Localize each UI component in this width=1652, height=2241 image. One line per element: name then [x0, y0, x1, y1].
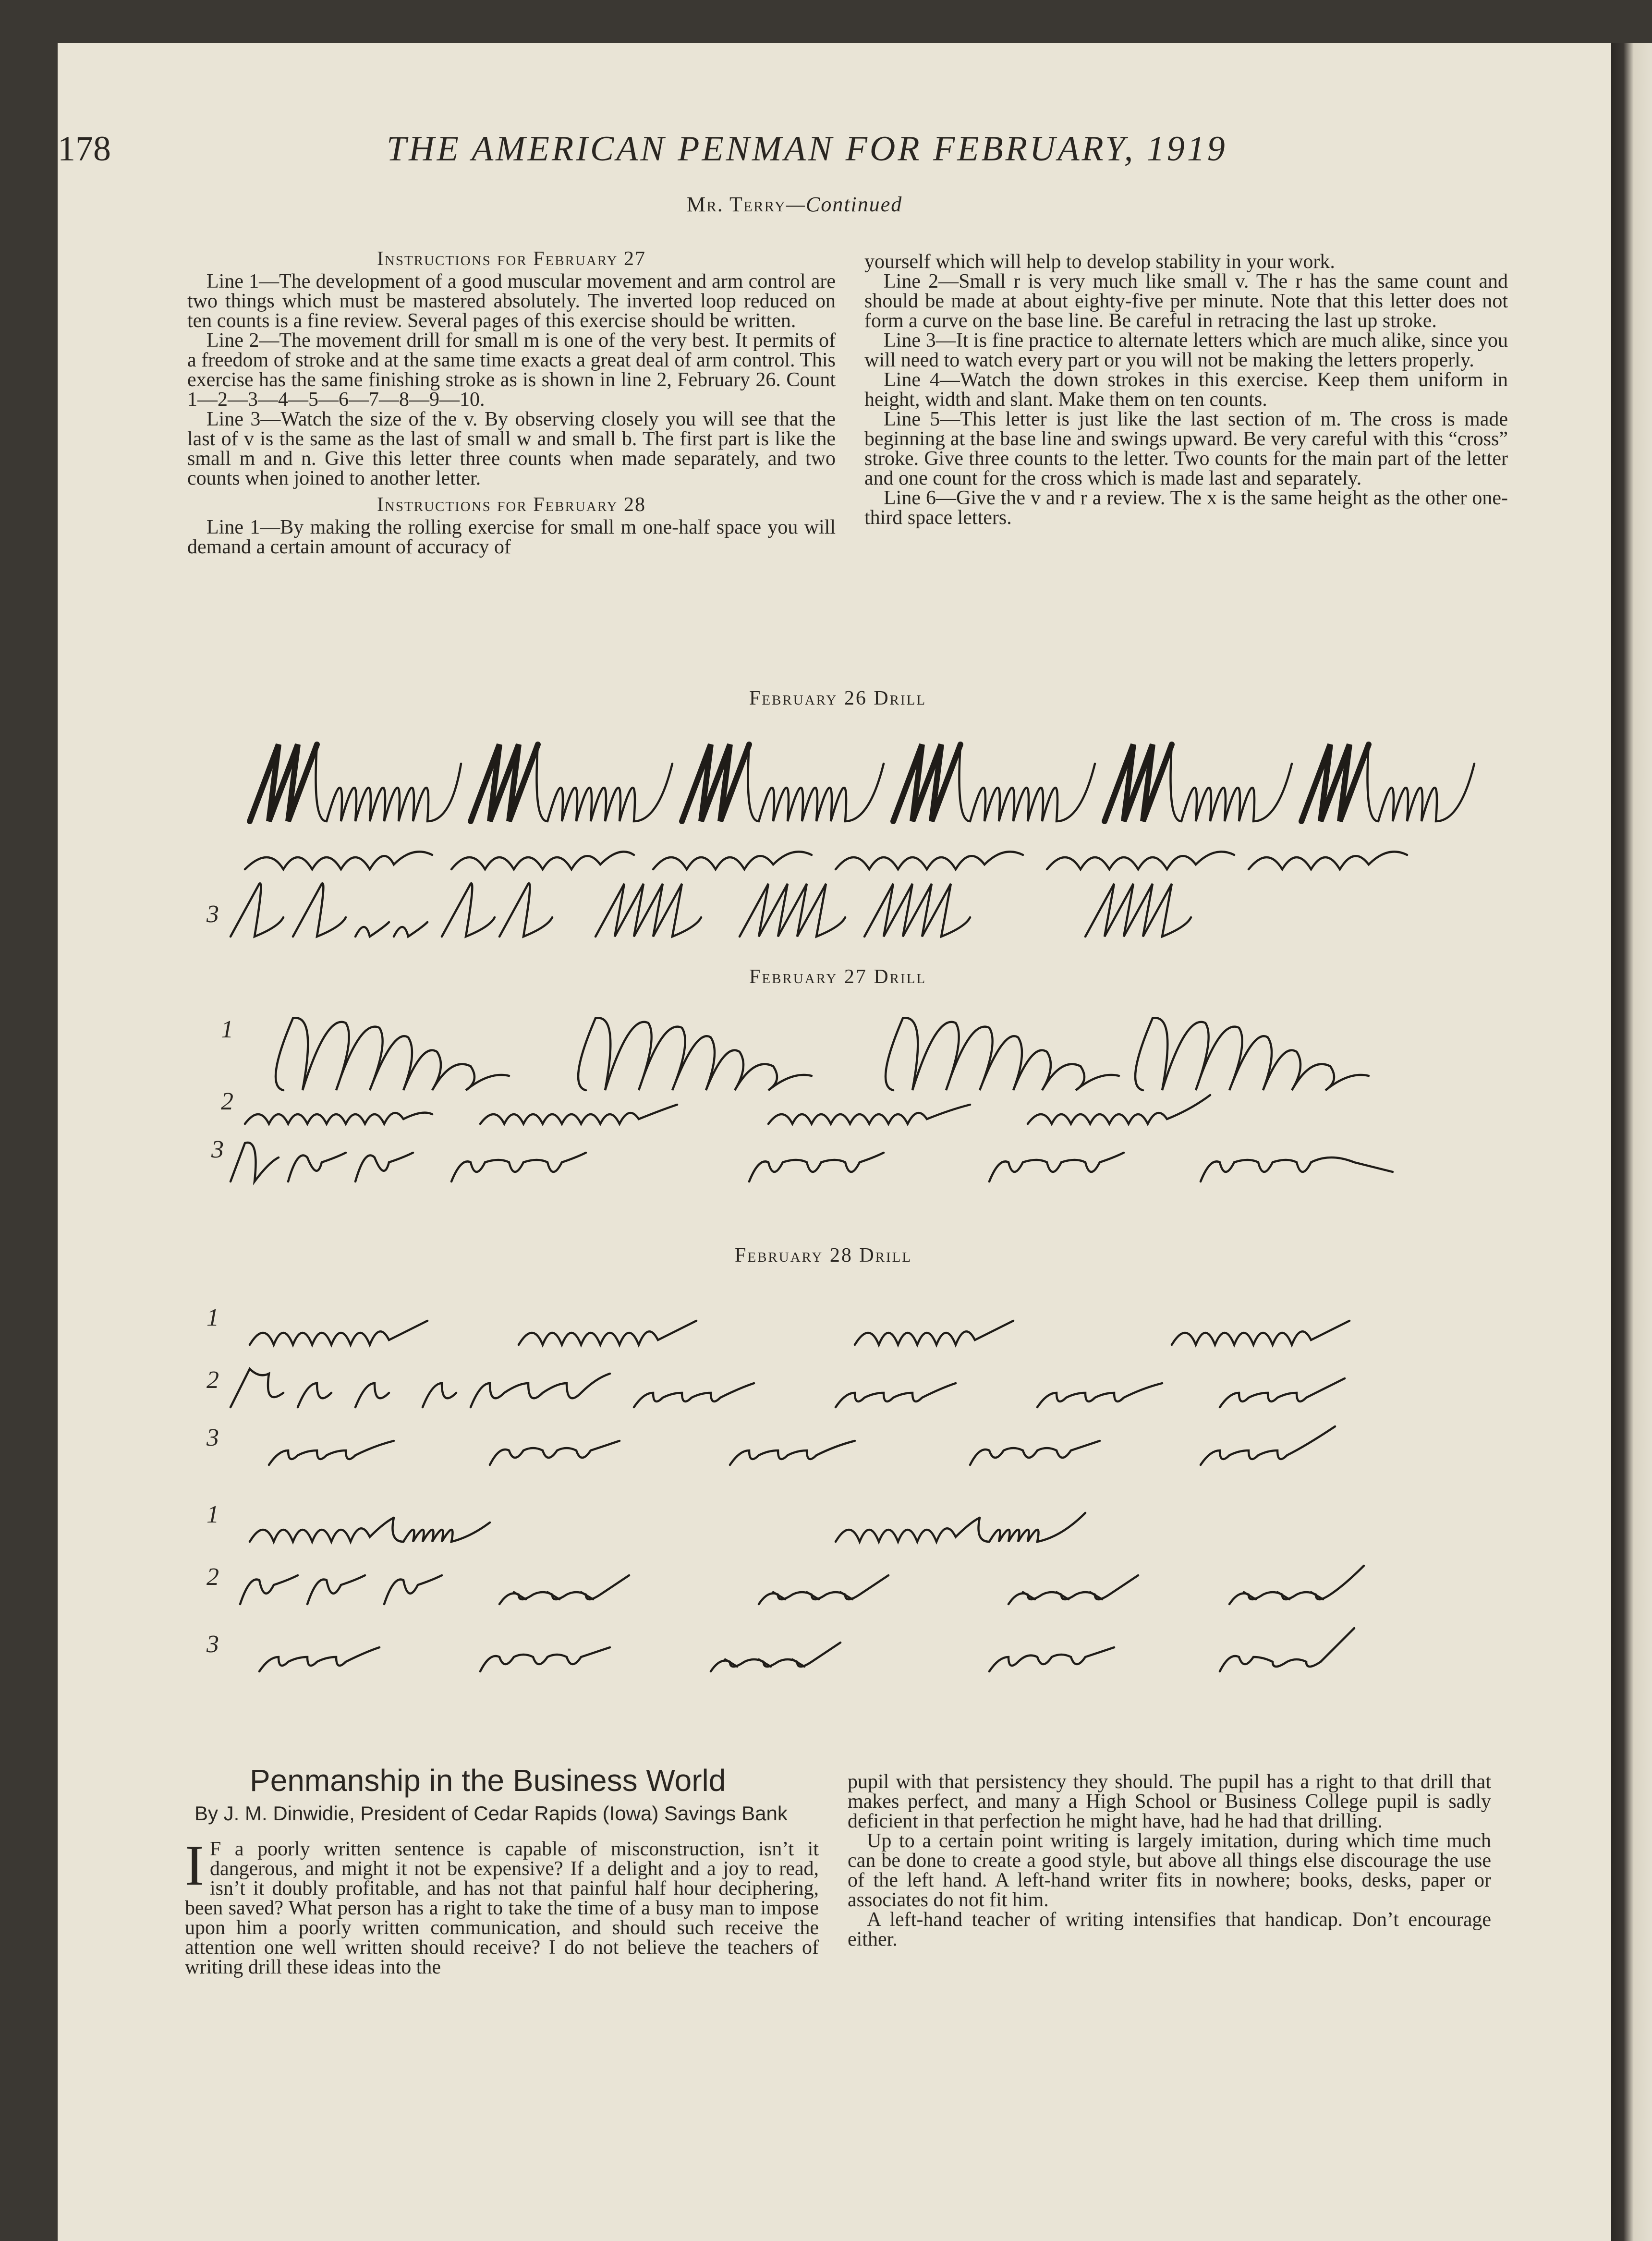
feb27-row2-m [245, 1095, 1210, 1124]
feb27-line2: Line 2—The movement drill for small m is one of the very best. It permits of a freedom of stroke and at the same time exacts a great deal of arm control. This exercise has the same finishing stroke as is shown in line 2, February 26. Count 1—2—3—4—5—6—7—8—9—10. [187, 329, 836, 411]
feb28-line1-number: 1 [206, 1304, 219, 1331]
feb28-row4-m-and-u [250, 1513, 1085, 1542]
article-right-para-0: pupil with that persistency they should. The pupil has a right to that drill that makes perfect, and many a High School or Business College pupil is sadly deficient in that perfection he might have, had he had that drilling. [848, 1771, 1491, 1832]
feb28-line5-number: 2 [206, 1563, 219, 1591]
article-title: Penmanship in the Business World [250, 1763, 726, 1798]
feb27-row1-ovals [276, 1018, 1369, 1090]
continued-suffix: —Continued [786, 193, 903, 216]
article-left-text: F a poorly written sentence is capable of misconstruction, isn’t it dangerous, and might it not be expensive? If a delight and a joy to read, isn’t it doubly profitable, and has not that painful half hour deciphering, been saved? What person has a right to take the time of a busy man to impose upon him a poorly written communication, and should such receive the attention one well written should receive? I do not believe the teachers of writing drill these ideas into the [185, 1838, 819, 1978]
feb27-drill-title: February 27 Drill [749, 966, 927, 988]
right-para-2: Line 3—It is fine practice to alternate letters which are much alike, since you will need to watch every part or you will not be making the letters properly. [864, 329, 1508, 371]
feb27-line3: Line 3—Watch the size of the v. By observing closely you will see that the last of v is the same as the last of small w and small b. The first part is like the small m and n. Give this letter three counts when made separately, and two counts when joined to another letter. [187, 408, 836, 489]
right-para-5: Line 6—Give the v and r a review. The x is the same height as the other one-third space letters. [864, 487, 1508, 529]
feb26-row3-b [231, 883, 1191, 937]
dropcap-letter: I [185, 1833, 204, 1897]
feb28-row1-m [250, 1321, 1349, 1345]
article-right-para-2: A left-hand teacher of writing intensifies that handicap. Don’t encourage either. [848, 1909, 1491, 1950]
feb27-line1: Line 1—The development of a good muscular movement and arm control are two things which must be mastered absolutely. The inverted loop reduced on ten counts is a fine review. Several pages of this exercise should be written. [187, 270, 836, 332]
instructions-left-column [187, 243, 836, 557]
feb27-heading: Instructions for February 27 [377, 248, 646, 270]
page-number: 178 [58, 129, 111, 169]
article-left-column [185, 1833, 819, 1978]
feb28-row6-review [259, 1628, 1354, 1671]
feb27-line1-number: 1 [221, 1016, 233, 1043]
feb28-drill-writing [202, 1282, 1489, 1686]
article-right-para-1: Up to a certain point writing is largely imitation, during which time much can be done to create a good style, but above all things else discourage the use of the left hand. A left-hand writer fits in nowhere; books, desks, paper or associates do not fit him. [848, 1830, 1491, 1911]
right-para-4: Line 5—This letter is just like the last section of m. The cross is made beginning at the base line and swings upward. Be very careful with this “cross” stroke. Give three counts to the letter. Two counts for the main part of the letter and one count for the cross which is made last and separately. [864, 408, 1508, 489]
feb28-row5-v-and-x [240, 1566, 1364, 1604]
continued-label [687, 192, 902, 217]
feb28-line3-number: 3 [206, 1424, 219, 1451]
feb27-line3-number: 3 [211, 1136, 224, 1163]
feb28-line4-number: 1 [206, 1501, 219, 1528]
feb28-row3-rv [269, 1426, 1335, 1465]
instructions-right-column [864, 252, 1508, 528]
feb28-heading: Instructions for February 28 [377, 494, 646, 516]
journal-title: THE AMERICAN PENMAN FOR FEBRUARY, 1919 [387, 129, 1227, 169]
right-para-0: yourself which will help to develop stability in your work. [864, 251, 1335, 273]
feb26-line3-number: 3 [206, 901, 219, 928]
right-para-1: Line 2—Small r is very much like small v. The r has the same count and should be made at about eighty-five per minute. Note that this letter does not form a curve on the base line. Be careful in retracing the last up stroke. [864, 270, 1508, 332]
feb28-line6-number: 3 [206, 1631, 219, 1658]
feb27-line2-number: 2 [221, 1088, 233, 1115]
article-right-column [848, 1772, 1491, 1949]
feb27-row3-v [231, 1143, 1393, 1181]
facing-page-edge [1611, 43, 1652, 2241]
feb28-row2-r [231, 1369, 1345, 1407]
feb27-drill-writing [202, 999, 1489, 1225]
feb26-row1-loops [250, 744, 1474, 821]
feb28-line1: Line 1—By making the rolling exercise for small m one-half space you will demand a certain amount of accuracy of [187, 516, 836, 558]
article-byline: By J. M. Dinwidie, President of Cedar Rapids (Iowa) Savings Bank [194, 1802, 788, 1825]
feb26-row2-w [245, 852, 1407, 869]
author-name: Mr. Terry [687, 193, 786, 216]
feb26-drill-writing [202, 725, 1489, 961]
feb26-drill-title: February 26 Drill [749, 687, 927, 709]
feb28-line2-number: 2 [206, 1366, 219, 1394]
right-para-3: Line 4—Watch the down strokes in this exercise. Keep them uniform in height, width and slant. Make them on ten counts. [864, 369, 1508, 411]
feb28-drill-title: February 28 Drill [735, 1244, 912, 1267]
